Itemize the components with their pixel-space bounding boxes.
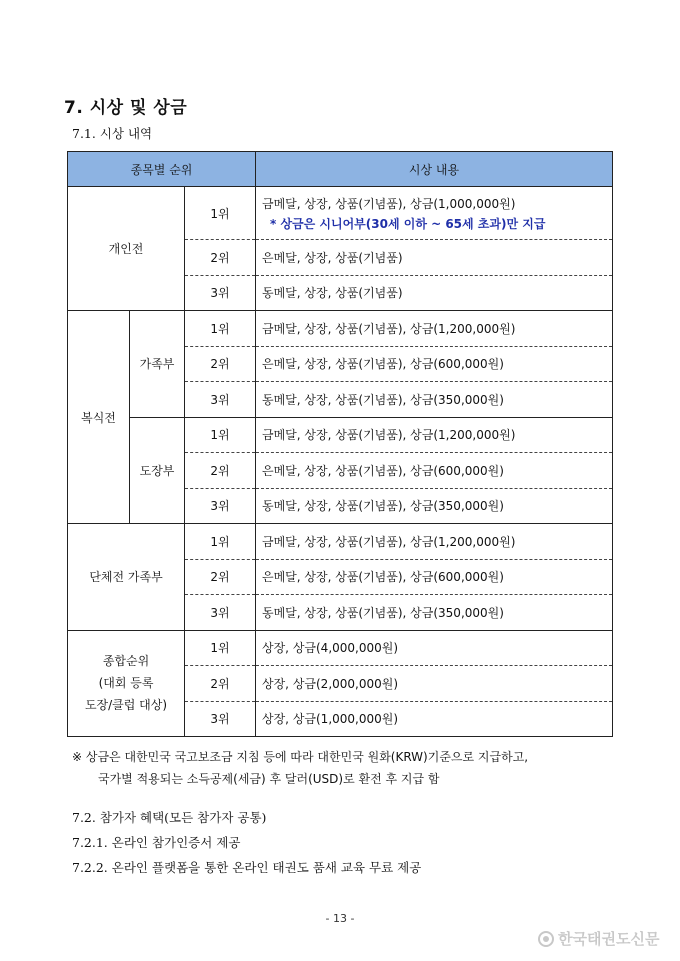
footnote-line-2: 국가별 적용되는 소득공제(세금) 후 달러(USD)로 환전 후 지급 함 [98, 772, 440, 786]
rank-cell: 2위 [185, 453, 256, 489]
page-number: - 13 - [325, 912, 355, 925]
overall-label-line2: (대회 등록 [98, 676, 154, 691]
content-cell: 상장, 상금(4,000,000원) [256, 630, 613, 666]
rank-cell: 1위 [185, 630, 256, 666]
content-text: 금메달, 상장, 상품(기념품), 상금(1,000,000원) [262, 196, 516, 211]
subcategory-dojang: 도장부 [130, 417, 185, 524]
rank-cell: 3위 [185, 488, 256, 524]
overall-label-line3: 도장/클럽 대상) [84, 698, 168, 713]
overall-label-line1: 종합순위 [102, 654, 150, 669]
rank-cell: 3위 [185, 595, 256, 631]
senior-only-note: * 상금은 시니어부(30세 이하 ~ 65세 초과)만 지급 [270, 216, 546, 231]
rank-cell: 3위 [185, 382, 256, 418]
section-heading: 7. 시상 및 상금 [64, 98, 188, 118]
content-cell: 금메달, 상장, 상품(기념품), 상금(1,200,000원) [256, 311, 613, 347]
prize-footnote [72, 746, 528, 790]
category-pairs: 복식전 [68, 311, 130, 524]
section-7-2-1: 7.2.1. 온라인 참가인증서 제공 [72, 835, 241, 850]
rank-cell: 2위 [185, 346, 256, 382]
prize-table [67, 151, 613, 737]
watermark [538, 928, 659, 949]
rank-cell: 1위 [185, 311, 256, 347]
content-cell: 동메달, 상장, 상품(기념품), 상금(350,000원) [256, 595, 613, 631]
section-7-2-2: 7.2.2. 온라인 플랫폼을 통한 온라인 태권도 품새 교육 무료 제공 [72, 860, 422, 875]
content-cell: 상장, 상금(1,000,000원) [256, 701, 613, 737]
content-cell: 은메달, 상장, 상품(기념품), 상금(600,000원) [256, 346, 613, 382]
rank-cell: 3위 [185, 275, 256, 311]
newspaper-logo-icon [538, 931, 554, 947]
header-category: 종목별 순위 [68, 152, 256, 187]
table-row [68, 187, 613, 240]
table-row [68, 311, 613, 347]
category-individual: 개인전 [68, 187, 185, 311]
content-cell: 동메달, 상장, 상품(기념품), 상금(350,000원) [256, 382, 613, 418]
category-team-family: 단체전 가족부 [68, 524, 185, 631]
content-cell: 은메달, 상장, 상품(기념품), 상금(600,000원) [256, 453, 613, 489]
category-overall [68, 630, 185, 737]
table-row [68, 524, 613, 560]
content-cell: 금메달, 상장, 상품(기념품), 상금(1,200,000원) [256, 524, 613, 560]
content-cell: 상장, 상금(2,000,000원) [256, 666, 613, 702]
rank-cell: 1위 [185, 187, 256, 240]
content-cell: 은메달, 상장, 상품(기념품) [256, 240, 613, 276]
rank-cell: 2위 [185, 666, 256, 702]
content-cell: 금메달, 상장, 상품(기념품), 상금(1,200,000원) [256, 417, 613, 453]
table-header-row [68, 152, 613, 187]
subcategory-family: 가족부 [130, 311, 185, 418]
rank-cell: 2위 [185, 240, 256, 276]
rank-cell: 1위 [185, 524, 256, 560]
subsection-heading: 7.1. 시상 내역 [72, 126, 153, 141]
content-cell: 동메달, 상장, 상품(기념품), 상금(350,000원) [256, 488, 613, 524]
content-cell: 동메달, 상장, 상품(기념품) [256, 275, 613, 311]
rank-cell: 1위 [185, 417, 256, 453]
footnote-line-1: ※ 상금은 대한민국 국고보조금 지침 등에 따라 대한민국 원화(KRW)기준으로 지급하고, [72, 750, 529, 764]
content-cell: 은메달, 상장, 상품(기념품), 상금(600,000원) [256, 559, 613, 595]
content-cell [256, 187, 613, 240]
table-row [68, 630, 613, 666]
rank-cell: 2위 [185, 559, 256, 595]
table-row [68, 417, 613, 453]
header-content: 시상 내용 [256, 152, 613, 187]
watermark-text: 한국태권도신문 [558, 930, 660, 948]
rank-cell: 3위 [185, 701, 256, 737]
section-7-2: 7.2. 참가자 혜택(모든 참가자 공통) [72, 810, 267, 825]
